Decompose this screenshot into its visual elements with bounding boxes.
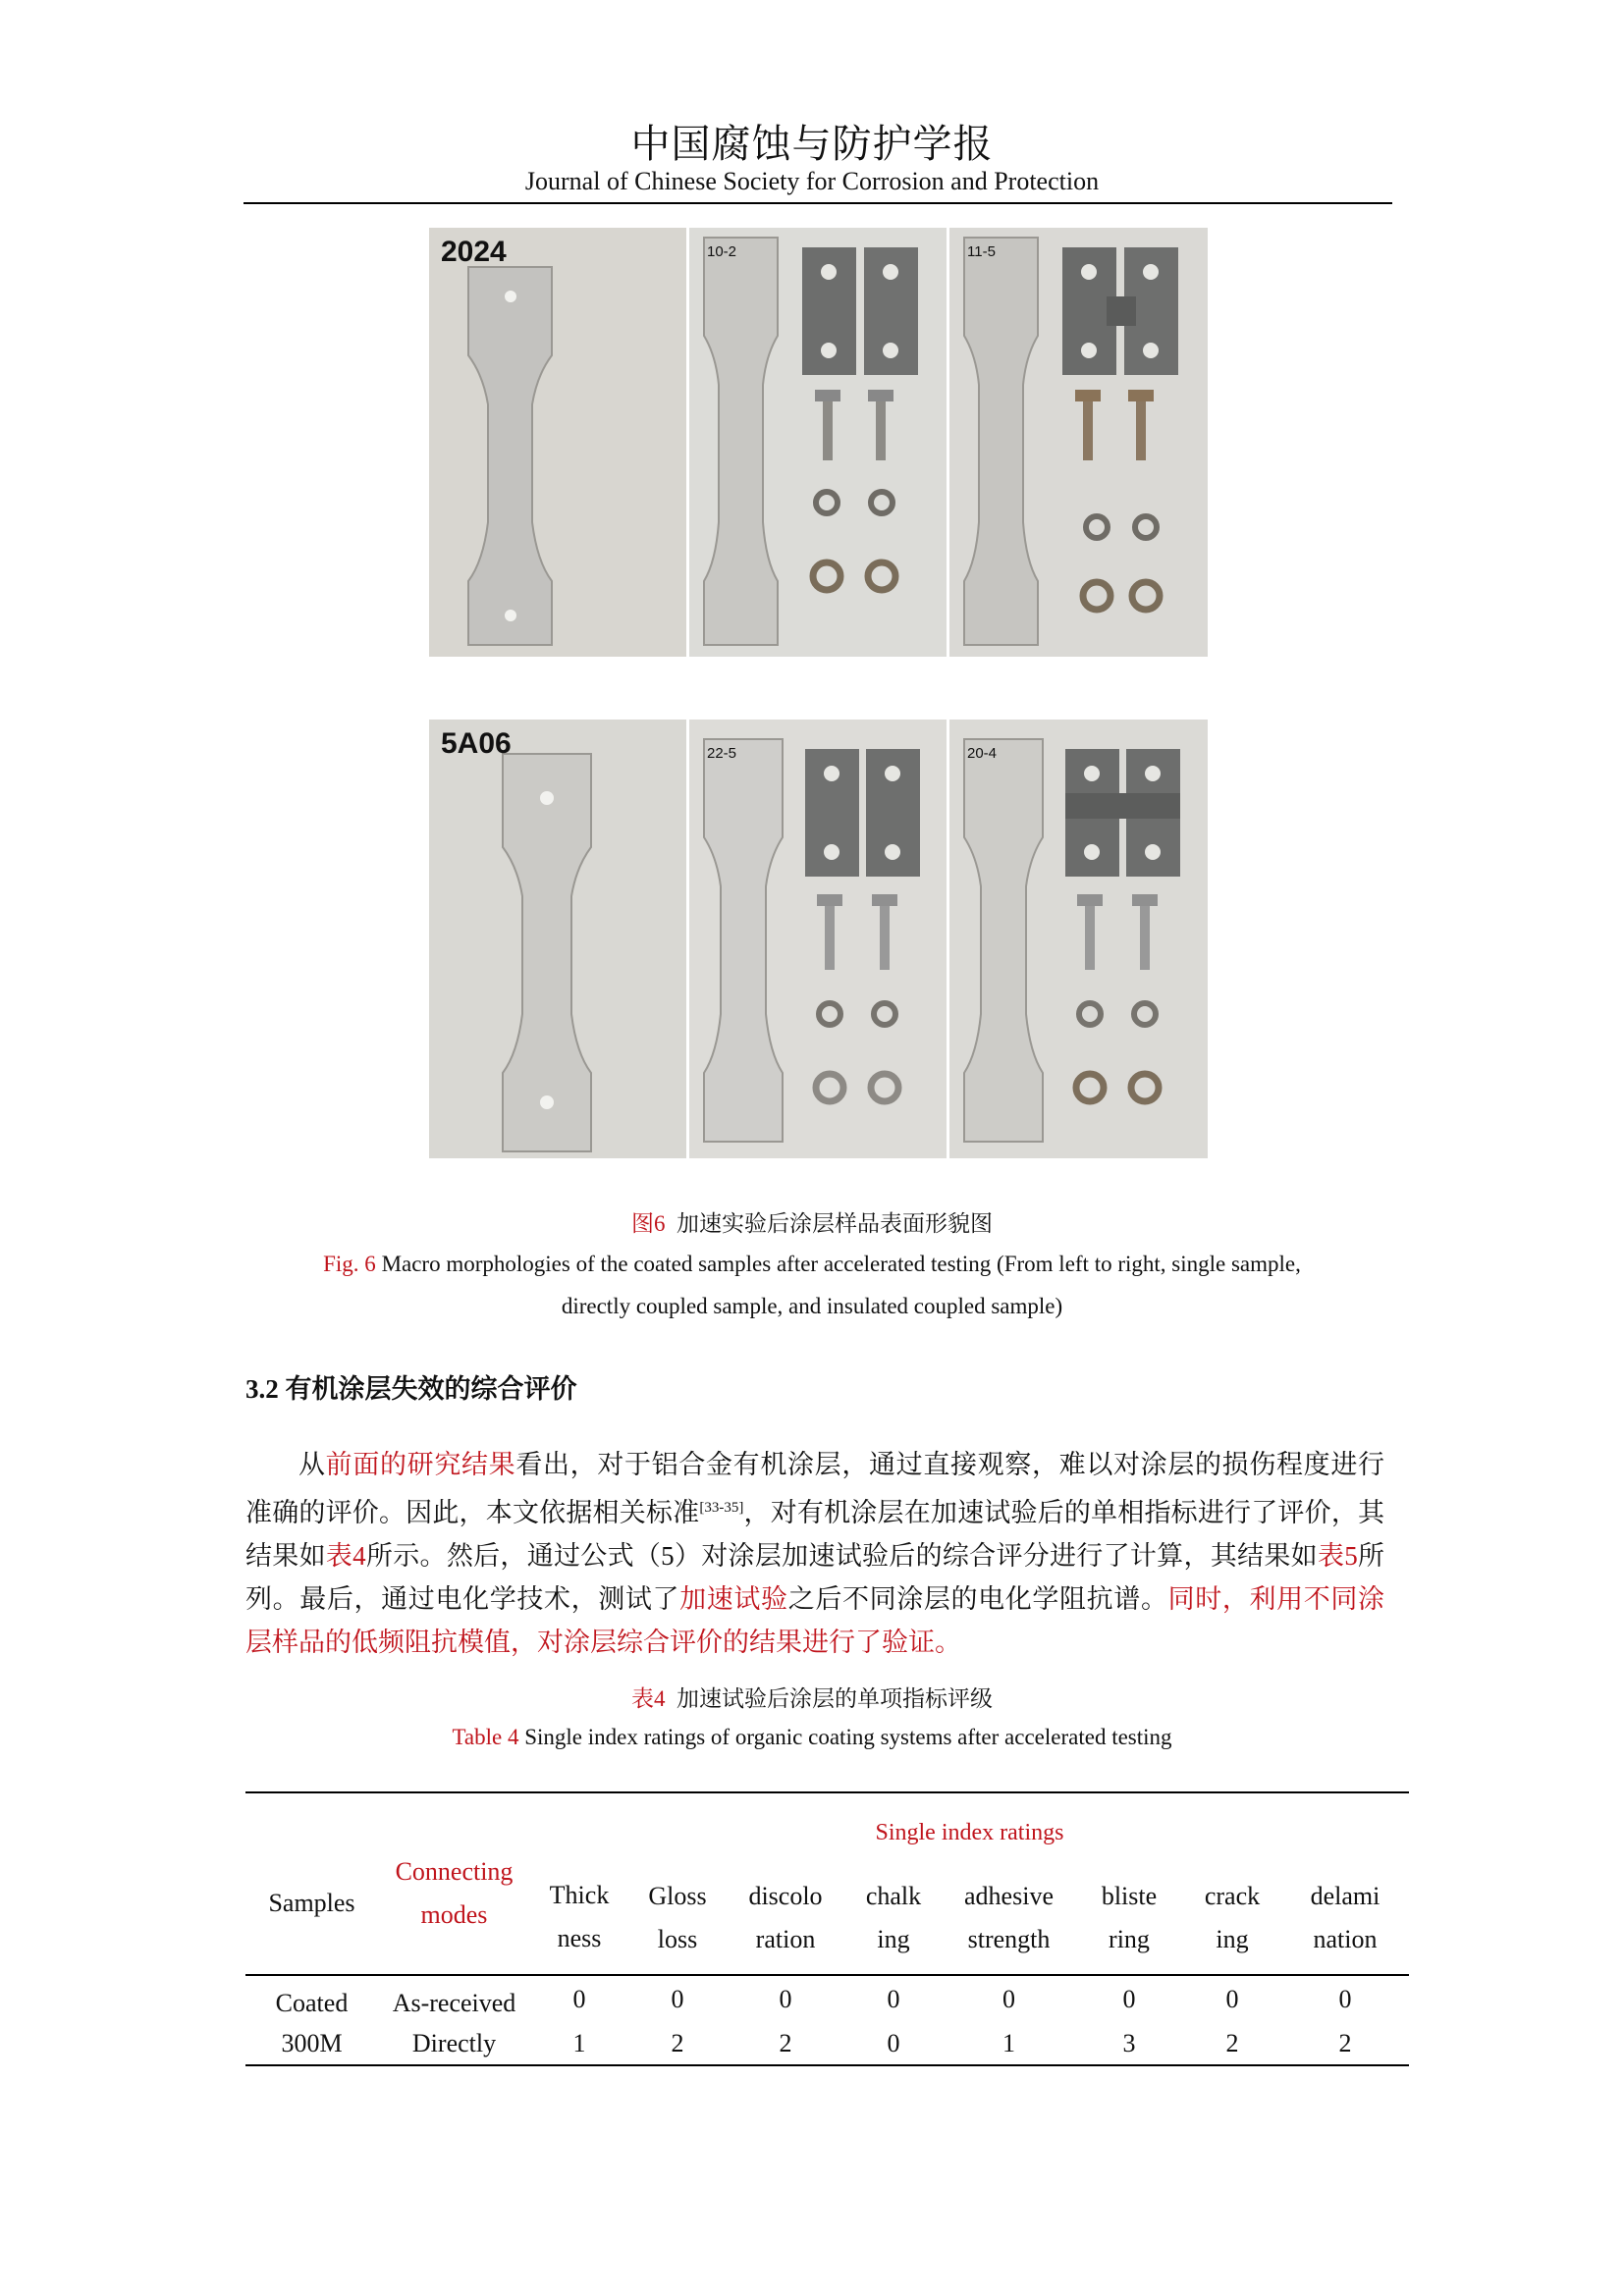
text-run: 之后不同涂层的电化学阻抗谱。 [787,1584,1168,1614]
cell-value: 3 [1122,2028,1136,2057]
figure6-caption-en [0,1252,1624,1277]
cell-value: 0 [572,1984,586,2013]
table-caption-text: Single index ratings of organic coating systems after accelerated testing [524,1725,1172,1749]
cell-value: 0 [887,1984,900,2013]
panel-label: 10-2 [707,243,737,260]
cell-value: 2 [671,2028,684,2057]
body-paragraph [245,1443,1384,1664]
figure6-row-5a06 [429,720,1208,1158]
table4 [245,1791,1409,2066]
header-cracking: crack ing [1204,1882,1261,1953]
table-reference: 表5 [1317,1541,1358,1571]
highlighted-text: 加速试验 [679,1584,788,1614]
header-text: Connecting [395,1857,514,1886]
panel-label: 5A06 [441,727,512,760]
specimen-and-fasteners-icon [949,720,1208,1158]
text-run: 看出，对于铝合金有机涂层，通过直接观察，难以对涂层的损伤程度进行准确的评价。因此，本文依据相关标准 [245,1450,1385,1527]
table4-caption-cn [0,1681,1624,1713]
text-run: 从 [298,1450,326,1479]
figure-label: 图6 [631,1211,666,1236]
header-chalking: chalk ing [865,1882,922,1953]
cell-mode: Directly [411,2028,497,2057]
cell-value: 0 [1338,1984,1352,2013]
journal-title-en: Journal of Chinese Society for Corrosion and Protection [524,167,1100,195]
table-row [245,2022,1409,2065]
cell-value: 1 [1002,2028,1015,2057]
cell-value: 0 [1225,1984,1239,2013]
cell-value: 2 [1338,2028,1352,2057]
cell-value: 2 [779,2028,792,2057]
section-heading: 3.2 有机涂层失效的综合评价 [245,1374,577,1404]
header-delamination: delami nation [1310,1882,1380,1953]
specimen-and-fasteners-icon [949,228,1208,657]
figure-label: Fig. 6 [323,1252,376,1276]
figure6-caption-cn [0,1205,1624,1238]
photo-single-sample-2024 [429,228,686,657]
table-caption-text: 加速试验后涂层的单项指标评级 [677,1686,993,1711]
table-label: 表4 [631,1686,666,1711]
panel-label: 20-4 [967,745,998,762]
specimen-icon [429,228,686,657]
photo-direct-coupled-5a06 [689,720,947,1158]
specimen-and-fasteners-icon [689,228,947,657]
photo-single-sample-5a06 [429,720,686,1158]
header-single-index-ratings: Single index ratings [875,1819,1064,1845]
figure-caption-text: Macro morphologies of the coated samples after accelerated testing (From left to right, single sample, [381,1252,1301,1276]
journal-title-cn: 中国腐蚀与防护学报 [630,122,994,166]
photo-direct-coupled-2024 [689,228,947,657]
cell-sample: 300M [281,2028,343,2057]
cell-value: 0 [779,1984,792,2013]
header-connecting-modes [378,1792,530,1975]
figure-caption-text: 加速实验后涂层样品表面形貌图 [677,1211,993,1236]
figure6-caption-en-line2: directly coupled sample, and insulated coupled sample) [561,1294,1063,1318]
specimen-icon [429,720,686,1158]
table-reference: 表4 [325,1541,366,1571]
cell-value: 0 [1122,1984,1136,2013]
header-discoloration: discolo ration [748,1882,823,1953]
table-label: Table 4 [452,1725,519,1749]
header-rule [244,202,1392,204]
cell-value: 0 [1002,1984,1015,2013]
panel-label: 11-5 [967,243,996,260]
header-samples: Samples [268,1889,355,1917]
text-run: 所示。然后，通过公式（5）对涂层加速试验后的综合评分进行了计算，其结果如 [365,1541,1318,1571]
header-text: modes [420,1900,488,1929]
table4-caption-en [0,1725,1624,1750]
highlighted-text: 前面的研究结果 [325,1450,516,1479]
cell-value: 1 [572,2028,586,2057]
highlighted-text: 同时，利用不同涂层样品的低频阻抗模值，对涂层综合评价的结果进行了验证。 [245,1584,1385,1657]
figure6-row-2024 [429,228,1208,657]
header-blistering: bliste ring [1101,1882,1158,1953]
cell-value: 2 [1225,2028,1239,2057]
panel-label: 2024 [441,236,507,268]
photo-insulated-coupled-5a06 [949,720,1208,1158]
header-adhesive-strength: adhesive strength [964,1882,1054,1953]
cell-value: 0 [671,1984,684,2013]
reference-citation: [33-35] [699,1500,744,1516]
cell-mode: As-received [392,1988,516,2017]
header-gloss-loss: Gloss loss [648,1882,707,1953]
header-thickness: Thick ness [549,1881,610,1952]
panel-label: 22-5 [707,745,737,762]
text-run: ，对有机涂层在加速试验后的单相指标进行了评价，其结果如 [245,1498,1385,1571]
specimen-and-fasteners-icon [689,720,947,1158]
photo-insulated-coupled-2024 [949,228,1208,657]
cell-value: 0 [887,2028,900,2057]
table-header-row-group [245,1792,1409,1862]
text-run: 所列。最后，通过电化学技术，测试了 [245,1541,1385,1614]
table-row [245,1975,1409,2022]
cell-sample: Coated [275,1988,349,2017]
